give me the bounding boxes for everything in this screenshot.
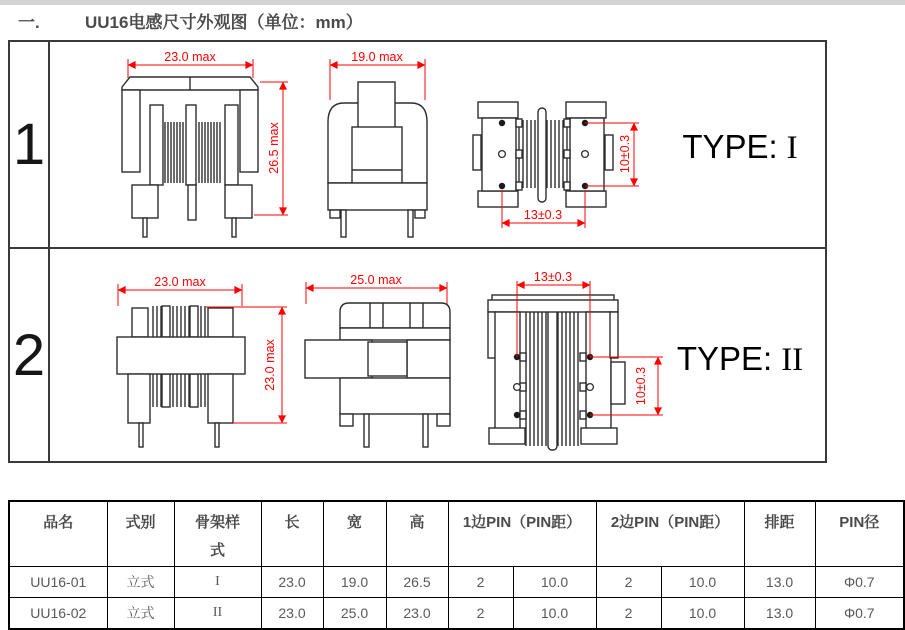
row-number: 1 <box>10 42 50 247</box>
type1-bottom-view-drawing <box>462 98 647 236</box>
dim-label-pin-span: 10±0.3 <box>618 134 632 174</box>
dim-label-pin-pitch: 13±0.3 <box>533 270 573 284</box>
cell-style: 立式 <box>107 598 174 630</box>
header-name: 品名 <box>9 501 107 567</box>
dim-label-pin-span: 10±0.3 <box>634 366 648 406</box>
header-pin1: 1边PIN（PIN距） <box>448 501 596 567</box>
type1-label <box>655 128 825 167</box>
cell-name: UU16-01 <box>9 567 107 598</box>
top-divider-bar <box>0 0 905 5</box>
table-row <box>9 567 904 598</box>
type2-back-view-drawing <box>468 262 668 454</box>
type-prefix: TYPE: <box>682 128 778 165</box>
cell-bobbin: II <box>174 598 261 630</box>
cell-width: 25.0 <box>323 598 386 630</box>
type-prefix: TYPE: <box>676 340 773 377</box>
cell-style: 立式 <box>107 567 174 598</box>
table-header-row <box>9 501 904 567</box>
dim-label-front-width: 23.0 max <box>164 50 216 64</box>
header-bobbin: 骨架样式 <box>174 501 261 567</box>
spec-table <box>8 500 905 630</box>
cell-pin-dia: Φ0.7 <box>815 567 904 598</box>
cell-row-pitch: 13.0 <box>744 567 815 598</box>
cell-height: 23.0 <box>386 598 448 630</box>
section-index: 一. <box>18 13 40 32</box>
cell-bobbin: I <box>174 567 261 598</box>
cell-pin2-pitch: 10.0 <box>661 598 744 630</box>
dim-label-pin-pitch: 13±0.3 <box>523 208 563 222</box>
page-title: UU16电感尺寸外观图（单位：mm） <box>85 13 363 32</box>
type2-front-view-drawing <box>112 272 292 450</box>
header-style: 式别 <box>107 501 174 567</box>
cell-pin2-count: 2 <box>596 598 661 630</box>
dim-label-front-height: 23.0 max <box>263 339 277 391</box>
cell-pin1-pitch: 10.0 <box>513 567 596 598</box>
type2-label <box>655 340 825 379</box>
cell-pin2-count: 2 <box>596 567 661 598</box>
document-title-row <box>0 8 905 34</box>
cell-pin1-pitch: 10.0 <box>513 598 596 630</box>
cell-width: 19.0 <box>323 567 386 598</box>
header-pin-dia: PIN径 <box>815 501 904 567</box>
cell-height: 26.5 <box>386 567 448 598</box>
type1-side-view-drawing <box>322 48 437 240</box>
header-width: 宽 <box>323 501 386 567</box>
type1-front-view-drawing <box>112 48 297 240</box>
dim-label-side-width: 25.0 max <box>350 273 402 287</box>
cell-length: 23.0 <box>261 567 323 598</box>
table-row <box>9 598 904 630</box>
header-pin2: 2边PIN（PIN距） <box>596 501 744 567</box>
row-number: 2 <box>10 249 50 461</box>
header-height: 高 <box>386 501 448 567</box>
dim-label-front-width: 23.0 max <box>154 275 206 289</box>
dim-label-side-width: 19.0 max <box>351 50 403 64</box>
cell-pin1-count: 2 <box>448 598 513 630</box>
type-numeral: II <box>781 342 804 378</box>
cell-length: 23.0 <box>261 598 323 630</box>
cell-pin-dia: Φ0.7 <box>815 598 904 630</box>
header-row-pitch: 排距 <box>744 501 815 567</box>
type-numeral: I <box>786 130 798 166</box>
header-length: 长 <box>261 501 323 567</box>
dim-label-front-height: 26.5 max <box>267 122 281 174</box>
cell-pin2-pitch: 10.0 <box>661 567 744 598</box>
cell-row-pitch: 13.0 <box>744 598 815 630</box>
cell-name: UU16-02 <box>9 598 107 630</box>
type2-side-view-drawing <box>302 272 462 450</box>
cell-pin1-count: 2 <box>448 567 513 598</box>
